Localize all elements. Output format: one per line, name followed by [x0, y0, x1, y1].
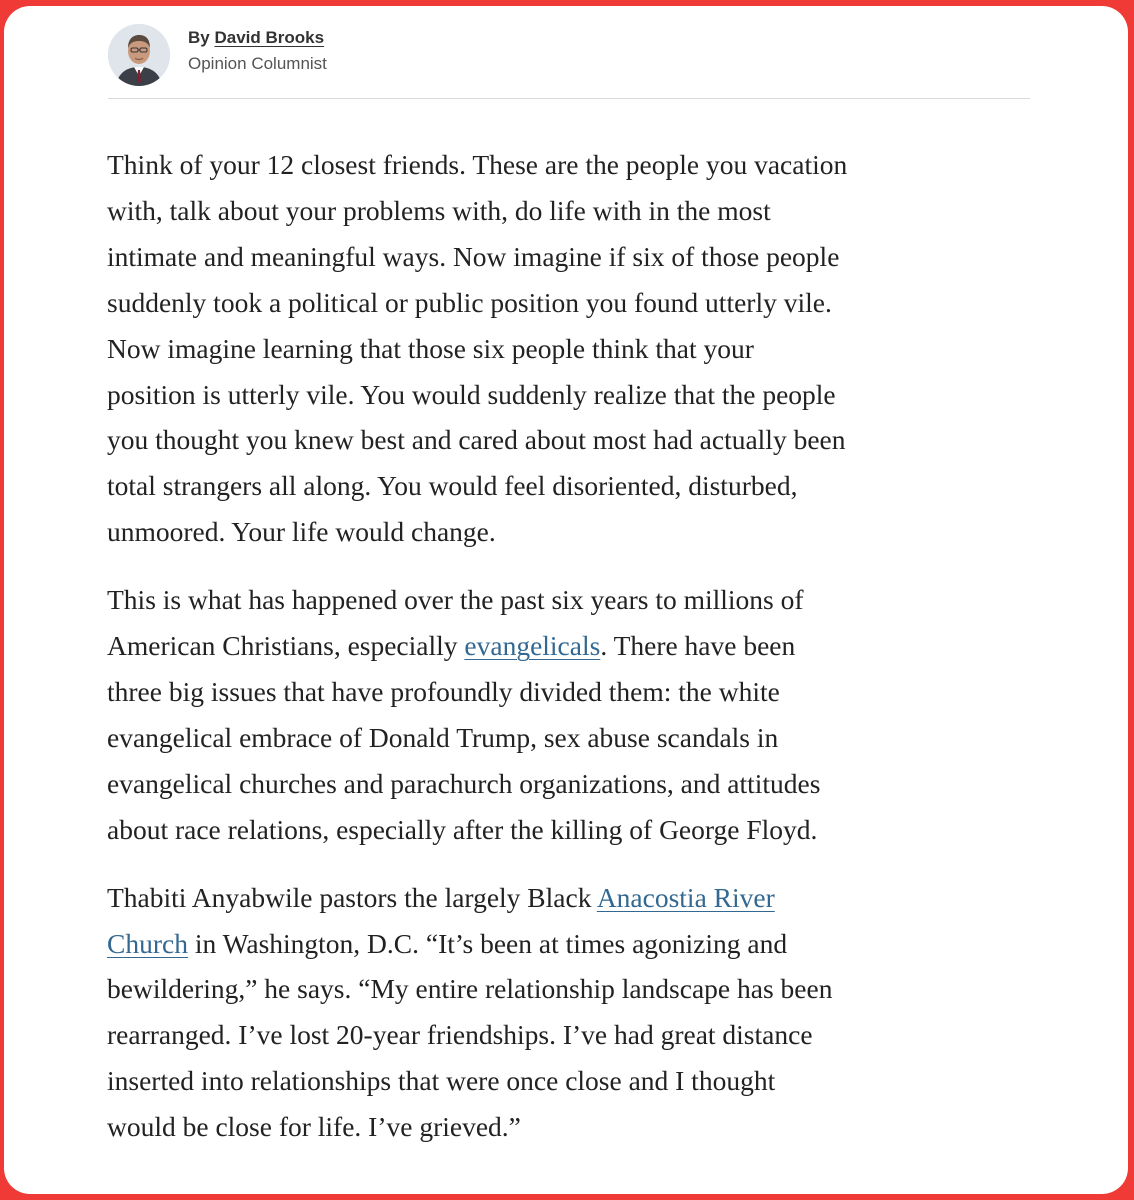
author-photo-icon [108, 24, 170, 86]
paragraph-3-text: in Washington, D.C. “It’s been at times agonizing and [187, 927, 788, 959]
paragraph-1-line: with, talk about your problems with, do life with in the most [107, 194, 771, 226]
paragraph-2-text: . There have been [600, 630, 796, 662]
paragraph-1-line: total strangers all along. You would feel disoriented, disturbed, [107, 470, 798, 502]
paragraph-3-line [107, 875, 1037, 921]
paragraph-2-line: evangelical embrace of Donald Trump, sex abuse scandals in [107, 721, 779, 753]
paragraph-1-line: intimate and meaningful ways. Now imagine if six of those people [107, 240, 840, 272]
paragraph-1-line: position is utterly vile. You would suddenly realize that the people [107, 378, 836, 410]
paragraph-2-line: This is what has happened over the past six years to millions of [107, 584, 804, 616]
author-block [188, 26, 327, 76]
paragraph-2-text: American Christians, especially [107, 630, 465, 662]
paragraph-2-line [107, 623, 1037, 669]
paragraph-3-text: Thabiti Anyabwile pastors the largely Black [107, 881, 597, 913]
paragraph-3-line: bewildering,” he says. “My entire relationship landscape has been [107, 973, 833, 1005]
author-line [188, 26, 327, 50]
paragraph-3 [107, 875, 1037, 1150]
paragraph-2-line: three big issues that have profoundly divided them: the white [107, 675, 780, 707]
paragraph-2-line: about race relations, especially after the killing of George Floyd. [107, 813, 818, 845]
paragraph-1-line: unmoored. Your life would change. [107, 516, 496, 548]
author-role: Opinion Columnist [188, 54, 327, 73]
paragraph-3-line [107, 921, 1037, 967]
paragraph-3-line: would be close for life. I’ve grieved.” [107, 1111, 521, 1143]
anacostia-river-church-link[interactable]: Church [107, 927, 188, 959]
paragraph-1-line: you thought you knew best and cared about most had actually been [107, 424, 846, 456]
evangelicals-link[interactable]: evangelicals [464, 630, 601, 662]
paragraph-1 [107, 142, 1037, 555]
paragraph-3-line: rearranged. I’ve lost 20-year friendships. I’ve had great distance [107, 1019, 813, 1051]
byline-prefix: By [188, 28, 210, 47]
author-name-link[interactable]: David Brooks [214, 28, 325, 47]
anacostia-river-church-link[interactable]: Anacostia River [596, 881, 775, 913]
paragraph-2-line: evangelical churches and parachurch organizations, and attitudes [107, 767, 821, 799]
article-card [4, 6, 1128, 1194]
article-body [107, 142, 1037, 1172]
paragraph-2 [107, 577, 1037, 852]
byline [108, 22, 1030, 99]
paragraph-1-line: Now imagine learning that those six people think that your [107, 332, 754, 364]
paragraph-1-line: Think of your 12 closest friends. These are the people you vacation [107, 149, 848, 180]
paragraph-1-line: suddenly took a political or public position you found utterly vile. [107, 286, 832, 318]
author-avatar[interactable] [108, 24, 170, 86]
paragraph-3-line: inserted into relationships that were once close and I thought [107, 1065, 776, 1097]
